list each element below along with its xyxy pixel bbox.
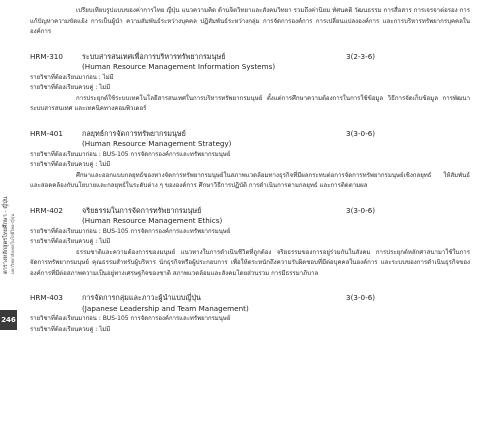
course-title-thai: ระบบสารสนเทศเพื่อการบริหารทรัพยากรมนุษย์: [82, 51, 226, 61]
course-title-english: (Japanese Leadership and Team Management): [82, 303, 249, 313]
page-content: [30, 6, 470, 349]
intro-paragraph: เปรียบเทียบรูปแบบของค่าการไทย ญี่ปุ่น แนวความคิด ด้านจิตวิทยาและสังคมวิทยา รวมถึงค่านิยม ทัศนคติ วัฒนธรรม การสื่อสาร การเจรจาต่อรอง การแก้ปัญหาความขัดแย้ง การเป็นผู้นำ ความสัมพันธ์ระหว่างบุคคล ปฏิสัมพันธ์ระหว่างกลุ่ม การจัดการองค์การ การเปลี่ยนแปลงองค์การ และการบริหารทรัพยากรบุคคลในองค์การ: [30, 7, 470, 35]
course-entry: [30, 129, 470, 192]
course-corequisite: รายวิชาที่ต้องเรียนควบคู่ : ไม่มี: [30, 238, 111, 245]
course-code: HRM-310: [30, 51, 63, 61]
course-prerequisite: รายวิชาที่ต้องเรียนมาก่อน : ไม่มี: [30, 73, 114, 81]
course-credits: 3(3-0-6): [346, 293, 376, 302]
course-corequisite: รายวิชาที่ต้องเรียนควบคู่ : ไม่มี: [30, 325, 111, 333]
course-description: การประยุกต์ใช้ระบบเทคโนโลยีสารสนเทศในการบริหารทรัพยากรมนุษย์ ตั้งแต่การศึกษาความต้องการในการใช้ข้อมูล วิธีการจัดเก็บข้อมูล การพัฒนาระบบสารสนเทศ และเทคนิคทางคอมพิวเตอร์: [30, 94, 470, 112]
course-code: HRM-401: [30, 128, 63, 138]
course-header: [30, 129, 470, 140]
spine-subtitle: มหาวิทยาลัยเทคโนโลยีไทย-ญี่ปุ่น: [10, 213, 15, 274]
course-code: HRM-403: [30, 293, 63, 302]
course-entry: [30, 206, 470, 280]
course-prerequisite: รายวิชาที่ต้องเรียนมาก่อน : BUS-105 การจัดการองค์การและทรัพยากรมนุษย์: [30, 315, 231, 322]
spine-title: ตารางหลักสูตรไทยศึกษา - ญี่ปุ่น: [3, 196, 9, 274]
course-description: ธรรมชาติและความต้องการของมนุษย์ แนวทางในการดำเนินชีวิตที่ถูกต้อง จริยธรรมของการอยู่ร่วมกันในสังคม การประยุกต์หลักศาสนามาใช้ในการจัดการทรัพยากรมนุษย์ คุณธรรมสำหรับผู้บริหาร นักธุรกิจหรือผู้ประกอบการ เพื่อให้ตระหนักถึงความรับผิดชอบที่มีต่อบุคคลในองค์การ และระบบของการดำเนินธุรกิจขององค์การที่มีต่อสภาพความเป็นอยู่ทางเศรษฐกิจของชาติ สภาพแวดล้อมและสังคมโดยส่วนรวม การมีธรรมาภิบาล: [30, 248, 470, 277]
course-entry: [30, 293, 470, 335]
course-title-english: (Human Resource Management Ethics): [82, 216, 223, 225]
course-description: ศึกษาและออกแบบกลยุทธ์ของทางจัดการทรัพยากรมนุษย์ในสภาพแวดล้อมทางธุรกิจที่มีผลกระทบต่อการจัดการทรัพยากรมนุษย์เชิงกลยุทธ์ ให้สัมพันธ์และสอดคล้องกับนโยบายและกลยุทธ์ในระดับต่าง ๆ ขององค์การ ศึกษาวิธีการปฏิบัติ การดำเนินการตามกลยุทธ์ และการติดตามผล: [30, 171, 470, 189]
course-title-english: (Human Resource Management Strategy): [82, 139, 232, 148]
course-title-thai: จริยธรรมในการจัดการทรัพยากรมนุษย์: [82, 205, 202, 215]
course-header: [30, 293, 470, 304]
course-entry: [30, 52, 470, 115]
course-header: [30, 206, 470, 217]
course-prerequisite: รายวิชาที่ต้องเรียนมาก่อน : BUS-105 การจัดการองค์การและทรัพยากรมนุษย์: [30, 227, 231, 235]
course-credits: 3(3-0-6): [346, 205, 376, 215]
course-credits: 3(3-0-6): [346, 128, 376, 138]
course-header: [30, 52, 470, 63]
course-code: HRM-402: [30, 205, 63, 215]
course-credits: 3(2-3-6): [346, 51, 376, 61]
page-number: 246: [0, 310, 17, 330]
course-prerequisite: รายวิชาที่ต้องเรียนมาก่อน : BUS-105 การจัดการองค์การและทรัพยากรมนุษย์: [30, 150, 231, 158]
course-corequisite: รายวิชาที่ต้องเรียนควบคู่ : ไม่มี: [30, 161, 111, 168]
course-corequisite: รายวิชาที่ต้องเรียนควบคู่ : ไม่มี: [30, 84, 111, 91]
course-title-thai: กลยุทธ์การจัดการทรัพยากรมนุษย์: [82, 128, 186, 138]
course-title-english: (Human Resource Management Information Systems): [82, 62, 276, 71]
course-title-thai: การจัดการกลุ่มและภาวะผู้นำแบบญี่ปุ่น: [82, 293, 201, 302]
